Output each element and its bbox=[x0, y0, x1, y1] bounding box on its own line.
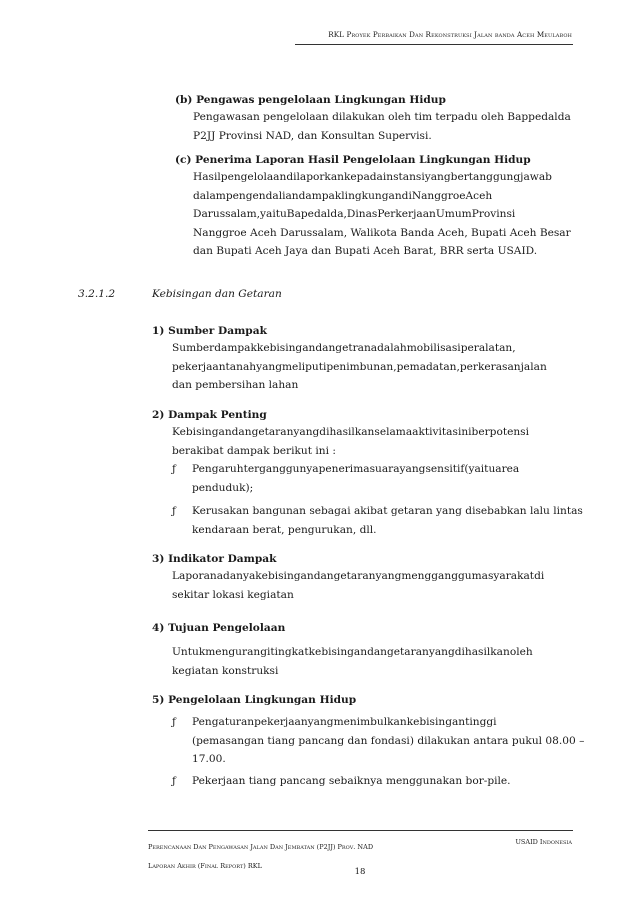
word: ini bbox=[457, 426, 472, 438]
word: penimbunan, bbox=[326, 360, 397, 373]
word: tinggi bbox=[465, 716, 497, 728]
word: berpotensi bbox=[471, 426, 529, 438]
item-4-body bbox=[172, 643, 573, 680]
word: terganggunya bbox=[243, 463, 319, 475]
body-line bbox=[193, 187, 573, 206]
word: Bapedalda, bbox=[286, 208, 347, 221]
word: menimbulkan bbox=[333, 716, 407, 728]
body-line bbox=[172, 643, 573, 662]
word: dan bbox=[315, 342, 336, 354]
item-3-body bbox=[172, 567, 573, 604]
word: Hasil bbox=[193, 171, 221, 183]
word: selama bbox=[374, 426, 413, 438]
item-5-bullet-2 bbox=[192, 772, 573, 791]
word: dihasilkan bbox=[319, 426, 375, 438]
word: Provinsi bbox=[471, 208, 516, 221]
body-line bbox=[193, 205, 573, 224]
body-line: (pemasangan tiang pancang dan fondasi) dilakukan antara pukul 08.00 – bbox=[192, 734, 585, 747]
body-line: Pengawasan pengelolaan dilakukan oleh tim terpadu oleh Bappedalda bbox=[193, 111, 571, 123]
bullet-marker: ƒ bbox=[172, 505, 176, 517]
footer-report: Laporan Akhir (Final Report) RKL bbox=[148, 862, 262, 870]
item-2-bullet-2 bbox=[192, 502, 583, 539]
item-1-body bbox=[172, 339, 573, 395]
section-number: 3.2.1.2 bbox=[78, 288, 116, 300]
word: Laporan bbox=[172, 570, 217, 582]
page-number: 18 bbox=[354, 867, 366, 877]
word: bertanggungjawab bbox=[450, 171, 552, 183]
word: Pengaturan bbox=[192, 716, 255, 728]
word: Perkerjaan bbox=[377, 208, 436, 221]
bullet-marker: ƒ bbox=[172, 775, 176, 787]
body-line: sekitar lokasi kegiatan bbox=[172, 588, 294, 601]
word: kebisingan bbox=[308, 646, 368, 658]
word: pekerjaan bbox=[254, 716, 308, 728]
item-b-heading: (b) Pengawas pengelolaan Lingkungan Hidup bbox=[175, 94, 446, 106]
word: Dinas bbox=[346, 208, 378, 221]
body-line: berakibat dampak berikut ini : bbox=[172, 444, 336, 457]
word: yaitu bbox=[260, 208, 287, 221]
word: getran bbox=[335, 342, 371, 354]
word: Untuk bbox=[172, 646, 206, 658]
word: yang bbox=[375, 570, 402, 582]
item-2-body bbox=[172, 423, 573, 460]
word: (yaitu bbox=[464, 463, 496, 475]
footer-project: Perencanaan Dan Pengawasan Jalan Dan Jembatan (P2JJ) Prov. NAD bbox=[148, 843, 374, 851]
word: yang bbox=[256, 360, 282, 373]
word: sensitif bbox=[425, 463, 465, 475]
word: penerima bbox=[318, 463, 370, 475]
body-line bbox=[193, 168, 573, 187]
item-c-body bbox=[193, 168, 573, 261]
word: yang bbox=[293, 426, 320, 438]
word: tanah bbox=[225, 360, 257, 373]
word: pemadatan, bbox=[396, 360, 460, 373]
body-line: kegiatan konstruksi bbox=[172, 664, 279, 677]
word: Sumber bbox=[172, 342, 215, 354]
word: Kebisingan bbox=[172, 426, 232, 438]
word: yang bbox=[399, 463, 426, 475]
item-2-heading: 2) Dampak Penting bbox=[152, 409, 267, 421]
word: kebisingan bbox=[256, 342, 316, 354]
word: dalam bbox=[193, 189, 226, 202]
word: aktivitas bbox=[412, 426, 458, 438]
item-b-body bbox=[193, 108, 573, 145]
word: pengelolaan bbox=[220, 171, 287, 183]
body-line: P2JJ Provinsi NAD, dan Konsultan Supervisi. bbox=[193, 129, 432, 142]
body-line: penduduk); bbox=[192, 481, 254, 494]
word: dampak bbox=[214, 342, 257, 354]
word: adalah bbox=[370, 342, 407, 354]
word: masyarakat bbox=[471, 570, 535, 582]
footer-rule bbox=[148, 830, 573, 831]
body-line: 17.00. bbox=[192, 753, 226, 766]
word: Umum bbox=[435, 208, 472, 221]
word: suara bbox=[369, 463, 400, 475]
body-line bbox=[172, 567, 573, 586]
header-rule bbox=[295, 44, 573, 45]
body-line bbox=[172, 423, 573, 442]
word: pekerjaan bbox=[172, 360, 226, 373]
word: kepada bbox=[343, 171, 383, 183]
word: Aceh bbox=[465, 189, 493, 202]
body-line bbox=[172, 358, 573, 377]
word: meliputi bbox=[282, 360, 327, 373]
word: peralatan, bbox=[460, 342, 516, 354]
word: kebisingan bbox=[255, 570, 314, 582]
body-line bbox=[172, 339, 573, 358]
word: instansi bbox=[382, 171, 425, 183]
body-line: Nanggroe Aceh Darussalam, Walikota Banda Aceh, Bupati Aceh Besar bbox=[193, 226, 571, 239]
word: dan bbox=[231, 426, 252, 438]
word: lingkungan bbox=[341, 189, 402, 202]
bullet-marker: ƒ bbox=[172, 716, 176, 728]
body-line: dan Bupati Aceh Jaya dan Bupati Aceh Barat, BRR serta USAID. bbox=[193, 245, 538, 258]
word: getaran bbox=[251, 426, 294, 438]
body-line: Pekerjaan tiang pancang sebaiknya menggunakan bor-pile. bbox=[192, 775, 511, 787]
word: pengendalian bbox=[225, 189, 299, 202]
word: dampak bbox=[298, 189, 342, 202]
word: dilaporkan bbox=[286, 171, 344, 183]
word: dan bbox=[313, 570, 334, 582]
running-header: RKL Proyek Perbaikan Dan Rekonstruksi Jalan banda Aceh Meulaboh bbox=[328, 30, 572, 39]
word: getaran bbox=[387, 646, 429, 658]
item-4-heading: 4) Tujuan Pengelolaan bbox=[152, 622, 286, 634]
item-3-heading: 3) Indikator Dampak bbox=[152, 553, 277, 565]
body-line: kendaraan berat, pengurukan, dll. bbox=[192, 523, 377, 536]
word: area bbox=[495, 463, 520, 475]
footer-right: USAID Indonesia bbox=[515, 838, 572, 846]
word: mobilisasi bbox=[406, 342, 461, 354]
word: Darussalam, bbox=[193, 208, 261, 221]
word: jalan bbox=[520, 360, 547, 373]
word: adanya bbox=[216, 570, 256, 582]
body-line: dan pembersihan lahan bbox=[172, 379, 299, 392]
word: kebisingan bbox=[406, 716, 466, 728]
item-c-heading: (c) Penerima Laporan Hasil Pengelolaan Lingkungan Hidup bbox=[175, 154, 531, 166]
word: tingkat bbox=[270, 646, 309, 658]
word: Pengaruh bbox=[192, 463, 244, 475]
body-line: Kerusakan bangunan sebagai akibat getaran yang disebabkan lalu lintas bbox=[192, 505, 583, 517]
item-1-heading: 1) Sumber Dampak bbox=[152, 325, 267, 337]
body-line bbox=[192, 460, 573, 479]
word: oleh bbox=[509, 646, 533, 658]
word: mengurangi bbox=[205, 646, 271, 658]
word: mengganggu bbox=[401, 570, 472, 582]
word: dan bbox=[367, 646, 387, 658]
word: perkerasan bbox=[459, 360, 521, 373]
section-title: Kebisingan dan Getaran bbox=[152, 288, 282, 300]
word: dihasilkan bbox=[454, 646, 510, 658]
word: yang bbox=[428, 646, 455, 658]
bullet-marker: ƒ bbox=[172, 463, 176, 475]
item-5-bullet-1 bbox=[192, 713, 585, 769]
word: di bbox=[534, 570, 545, 582]
word: getaran bbox=[333, 570, 376, 582]
body-line bbox=[192, 713, 561, 732]
word: yang bbox=[307, 716, 334, 728]
item-5-heading: 5) Pengelolaan Lingkungan Hidup bbox=[152, 694, 357, 706]
word: yang bbox=[424, 171, 451, 183]
word: Nanggroe bbox=[411, 189, 466, 202]
word: di bbox=[401, 189, 412, 202]
item-2-bullet-1 bbox=[192, 460, 573, 497]
